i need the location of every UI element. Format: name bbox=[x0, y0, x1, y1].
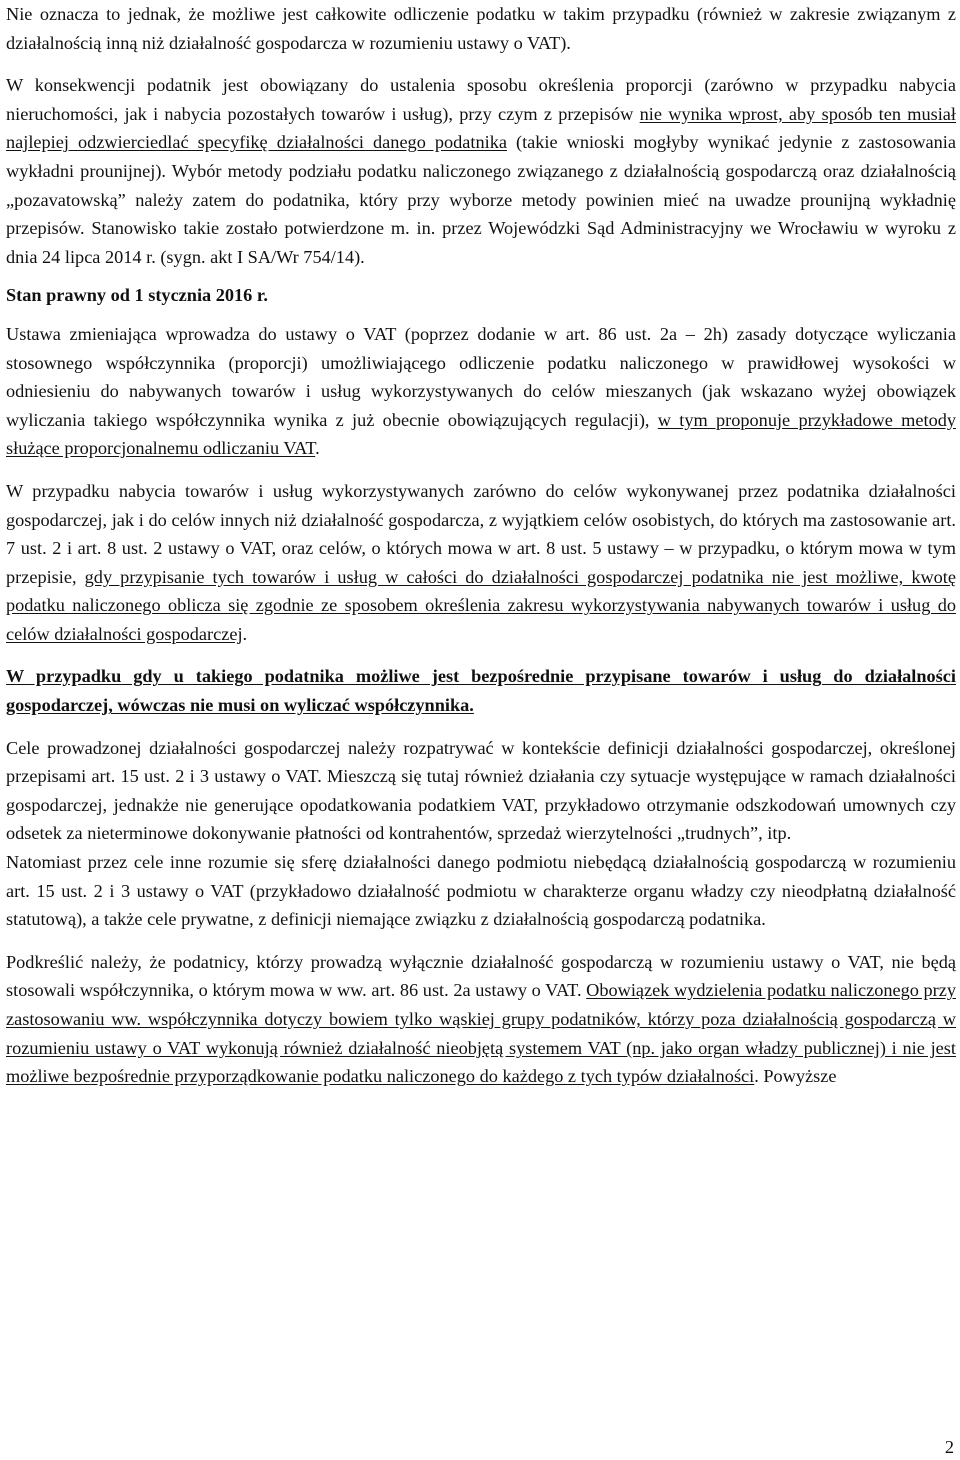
paragraph-3-underlined: w tym proponuje przykładowe metody służące proporcjonalnemu odliczaniu VAT bbox=[6, 409, 956, 459]
section-heading: Stan prawny od 1 stycznia 2016 r. bbox=[6, 285, 268, 306]
paragraph-1 bbox=[6, 0, 956, 57]
paragraph-3-text-b: . bbox=[315, 438, 320, 459]
paragraph-5-underlined: W przypadku gdy u takiego podatnika możliwe jest bezpośrednie przypisane towarów i usług do działalności gospodarczej, wówczas nie musi on wyliczać współczynnika. bbox=[6, 666, 956, 716]
paragraph-7 bbox=[6, 848, 956, 934]
paragraph-6 bbox=[6, 734, 956, 848]
paragraph-6-text: Cele prowadzonej działalności gospodarczej należy rozpatrywać w kontekście definicji działalności gospodarczej, określonej przepisami art. 15 ust. 2 i 3 ustawy o VAT. Mieszczą się tutaj również działania czy sytuacje występujące w ramach działalności gospodarczej, jednakże nie generujące opodatkowania podatkiem VAT, przykładowo otrzymanie odszkodowań umownych czy odsetek za nieterminowe dokonywanie płatności od kontrahentów, sprzedaż wierzytelności „trudnych”, itp. bbox=[6, 737, 956, 844]
paragraph-3 bbox=[6, 320, 956, 463]
document-page bbox=[6, 0, 956, 1091]
paragraph-8-text-a: Podkreślić należy, że podatnicy, którzy prowadzą wyłącznie działalność gospodarczą w rozumieniu ustawy o VAT, nie będą stosowali współczynnika, o którym mowa w ww. art. 86 ust. 2a ustawy o VAT. bbox=[6, 951, 956, 1001]
paragraph-2-text-a: W konsekwencji podatnik jest obowiązany do ustalenia sposobu określenia proporcji (zarówno w przypadku nabycia nieruchomości, jak i nabycia pozostałych towarów i usług), przy czym z przepisów bbox=[6, 75, 956, 124]
paragraph-1-text: Nie oznacza to jednak, że możliwe jest całkowite odliczenie podatku w takim przypadku (również w zakresie związanym z działalnością inną niż działalność gospodarcza w rozumieniu ustawy o VAT). bbox=[6, 4, 956, 53]
paragraph-3-text-a: Ustawa zmieniająca wprowadza do ustawy o VAT (poprzez dodanie w art. 86 ust. 2a – 2h) zasady dotyczące wyliczania stosownego współczynnika (proporcji) umożliwiającego odliczenie podatku naliczonego w prawidłowej wysokości w odniesieniu do nabywanych towarów i usług wykorzystywanych do celów mieszanych (jak wskazano wyżej obowiązek wyliczania takiego współczynnika wynika z już obecnie obowiązujących regulacji), bbox=[6, 323, 956, 430]
page-number: 2 bbox=[944, 1437, 954, 1457]
paragraph-4-underlined: gdy przypisanie tych towarów i usług w całości do działalności gospodarczej podatnika nie jest możliwe, kwotę podatku naliczonego oblicza się zgodnie ze sposobem określenia zakresu wykorzystywania nabywanych towarów i usług do celów działalności gospodarczej bbox=[6, 566, 956, 644]
paragraph-2 bbox=[6, 71, 956, 271]
paragraph-2-underlined: nie wynika wprost, aby sposób ten musiał najlepiej odzwierciedlać specyfikę działalności danego podatnika bbox=[6, 103, 956, 153]
paragraph-5-emphasis bbox=[6, 662, 956, 719]
paragraph-8-text-b: . Powyższe bbox=[754, 1066, 837, 1087]
paragraph-7-text: Natomiast przez cele inne rozumie się sferę działalności danego podmiotu niebędącą działalnością gospodarczą w rozumieniu art. 15 ust. 2 i 3 ustawy o VAT (przykładowo działalność podmiotu w charakterze organu władzy czy nieodpłatną działalność statutową), a także cele prywatne, z definicji niemające związku z działalnością gospodarczą podatnika. bbox=[6, 852, 956, 930]
paragraph-2-text-b: (takie wnioski mogłyby wynikać jedynie z zastosowania wykładni prounijnej). Wybór metody podziału podatku naliczonego związanego z działalnością gospodarczą oraz działalnością „pozavatowską” należy zatem do podatnika, który przy wyborze metody powinien mieć na uwadze prounijną wykładnię przepisów. Stanowisko takie zostało potwierdzone m. in. przez Wojewódzki Sąd Administracyjny we Wrocławiu w wyroku z dnia 24 lipca 2014 r. (sygn. akt I SA/Wr 754/14). bbox=[6, 132, 956, 267]
paragraph-8 bbox=[6, 948, 956, 1091]
paragraph-4 bbox=[6, 477, 956, 649]
paragraph-4-text-a: W przypadku nabycia towarów i usług wykorzystywanych zarówno do celów wykonywanej przez podatnika działalności gospodarczej, jak i do celów innych niż działalność gospodarcza, z wyjątkiem celów osobistych, do których ma zastosowanie art. 7 ust. 2 i art. 8 ust. 2 ustawy o VAT, oraz celów, o których mowa w art. 8 ust. 5 ustawy – w przypadku, o którym mowa w tym przepisie, bbox=[6, 480, 956, 587]
paragraph-4-text-b: . bbox=[242, 623, 248, 644]
paragraph-8-underlined: Obowiązek wydzielenia podatku naliczonego przy zastosowaniu ww. współczynnika dotyczy bowiem tylko wąskiej grupy podatników, którzy poza działalnością gospodarczą w rozumieniu ustawy o VAT wykonują również działalność nieobjętą systemem VAT (np. jako organ władzy publicznej) i nie jest możliwe bezpośrednie przyporządkowanie podatku naliczonego do każdego z tych typów działalności bbox=[6, 980, 956, 1087]
